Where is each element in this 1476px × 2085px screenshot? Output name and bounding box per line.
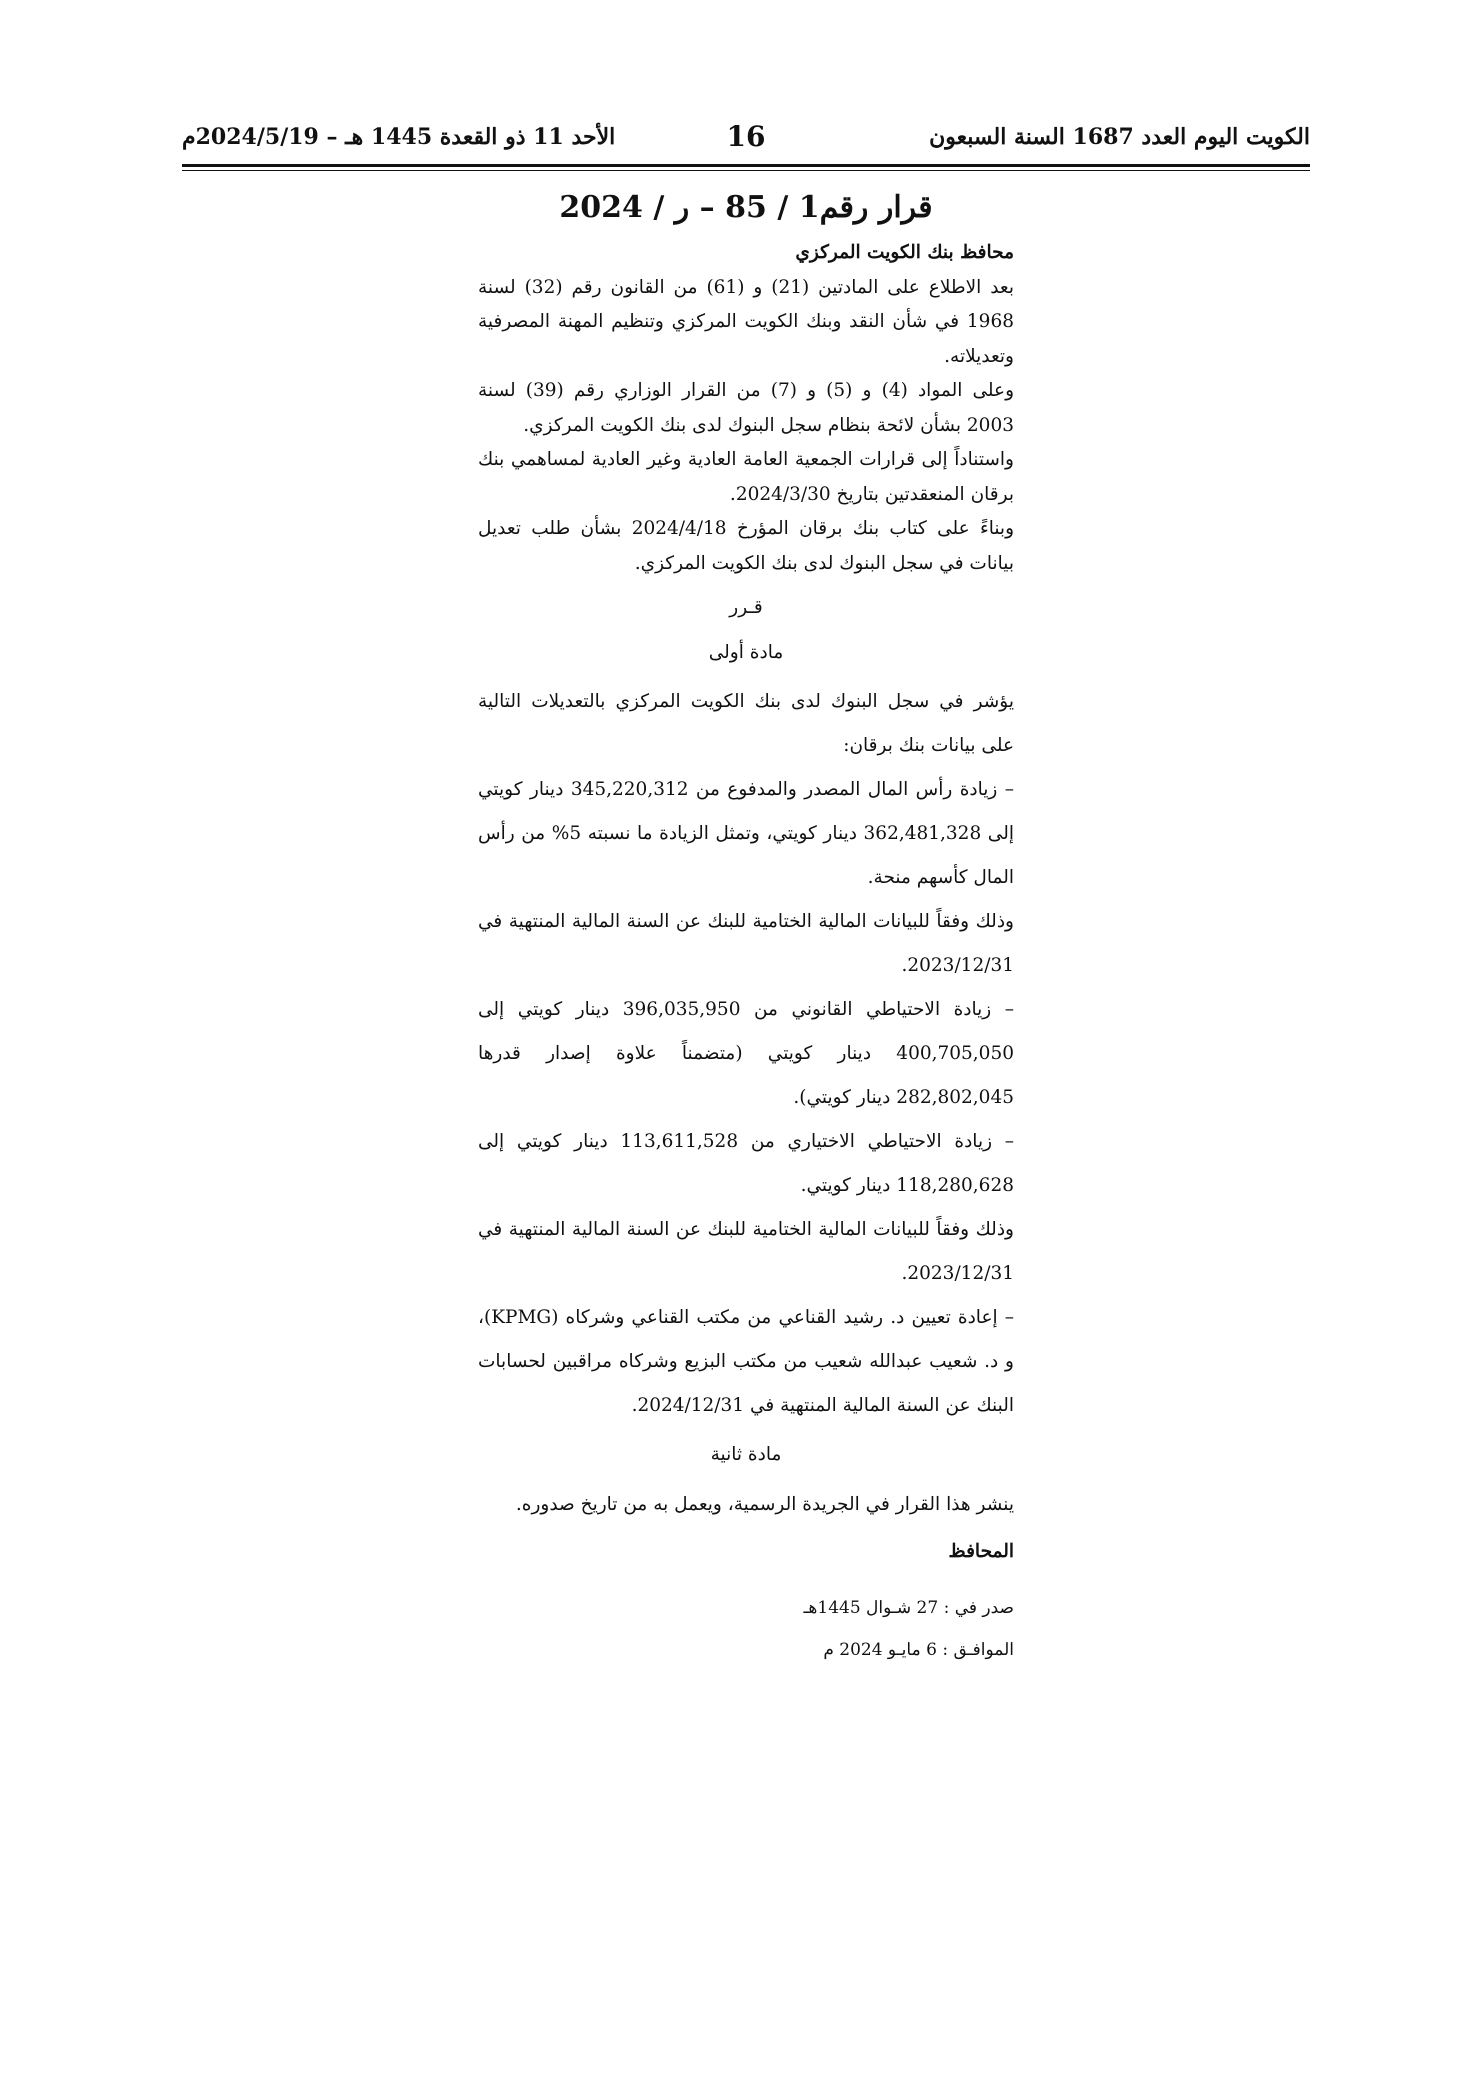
- statements-reference: وذلك وفقاً للبيانات المالية الختامية للبنك عن السنة المالية المنتهية في 2023/12/31.: [478, 911, 1014, 976]
- decision-title: قرار رقم1 / 85 – ر / 2024: [559, 190, 933, 225]
- amendment-item: – إعادة تعيين د. رشيد القناعي من مكتب القناعي وشركاه (KPMG)، و د. شعيب عبدالله شعيب من مكتب البزيع وشركاه مراقبين لحسابات البنك عن السنة المالية المنتهية في 2024/12/31.: [478, 1307, 1014, 1416]
- header-rule-thick: [182, 164, 1310, 167]
- issue-date-hijri: صدر في : 27 شـوال 1445هـ: [803, 1598, 1014, 1618]
- article-1-heading: مادة أولى: [708, 641, 784, 663]
- decision-body: [478, 186, 1014, 1671]
- gazette-issue-info: الكويت اليوم العدد 1687 السنة السبعون: [929, 124, 1310, 150]
- statements-reference: وذلك وفقاً للبيانات المالية الختامية للبنك عن السنة المالية المنتهية في 2023/12/31.: [478, 1219, 1014, 1284]
- preamble-paragraph: وبناءً على كتاب بنك برقان المؤرخ 2024/4/18 بشأن طلب تعديل بيانات في سجل البنوك لدى بنك الكويت المركزي.: [478, 518, 1014, 574]
- preamble-paragraph: وعلى المواد (4) و (5) و (7) من القرار الوزاري رقم (39) لسنة 2003 بشأن لائحة بنظام سجل البنوك لدى بنك الكويت المركزي.: [478, 380, 1014, 436]
- amendment-item: – زيادة الاحتياطي القانوني من 396,035,950 دينار كويتي إلى 400,705,050 دينار كويتي (متضمناً علاوة إصدار قدرها 282,802,045 دينار كويتي).: [478, 999, 1014, 1108]
- preamble-paragraph: واستناداً إلى قرارات الجمعية العامة العادية وغير العادية لمساهمي بنك برقان المنعقدتين بتاريخ 2024/3/30.: [478, 449, 1014, 505]
- header-date: الأحد 11 ذو القعدة 1445 هـ – 2024/5/19م: [182, 124, 616, 150]
- issue-date-gregorian: الموافـق : 6 مايـو 2024 م: [823, 1640, 1014, 1660]
- preamble-paragraph: بعد الاطلاع على المادتين (21) و (61) من القانون رقم (32) لسنة 1968 في شأن النقد وبنك الكويت المركزي وتنظيم المهنة المصرفية وتعديلاته.: [478, 276, 1014, 367]
- amendment-item: – زيادة الاحتياطي الاختياري من 113,611,528 دينار كويتي إلى 118,280,628 دينار كويتي.: [478, 1131, 1014, 1196]
- header-rule-thin: [182, 170, 1310, 171]
- amendment-item: – زيادة رأس المال المصدر والمدفوع من 345,220,312 دينار كويتي إلى 362,481,328 دينار كويتي، وتمثل الزيادة ما نسبته 5% من رأس المال كأسهم منحة.: [478, 779, 1015, 888]
- issuer-line: محافظ بنك الكويت المركزي: [795, 242, 1014, 263]
- article-1-intro: يؤشر في سجل البنوك لدى بنك الكويت المركزي بالتعديلات التالية على بيانات بنك برقان:: [478, 691, 1014, 756]
- page-header: [182, 120, 1310, 160]
- page-number: 16: [726, 120, 766, 153]
- decided-heading: قـرر: [729, 597, 763, 618]
- article-2-heading: مادة ثانية: [710, 1444, 782, 1465]
- article-2-text: ينشر هذا القرار في الجريدة الرسمية، ويعمل به من تاريخ صدوره.: [515, 1493, 1014, 1515]
- signatory: المحافظ: [948, 1540, 1014, 1562]
